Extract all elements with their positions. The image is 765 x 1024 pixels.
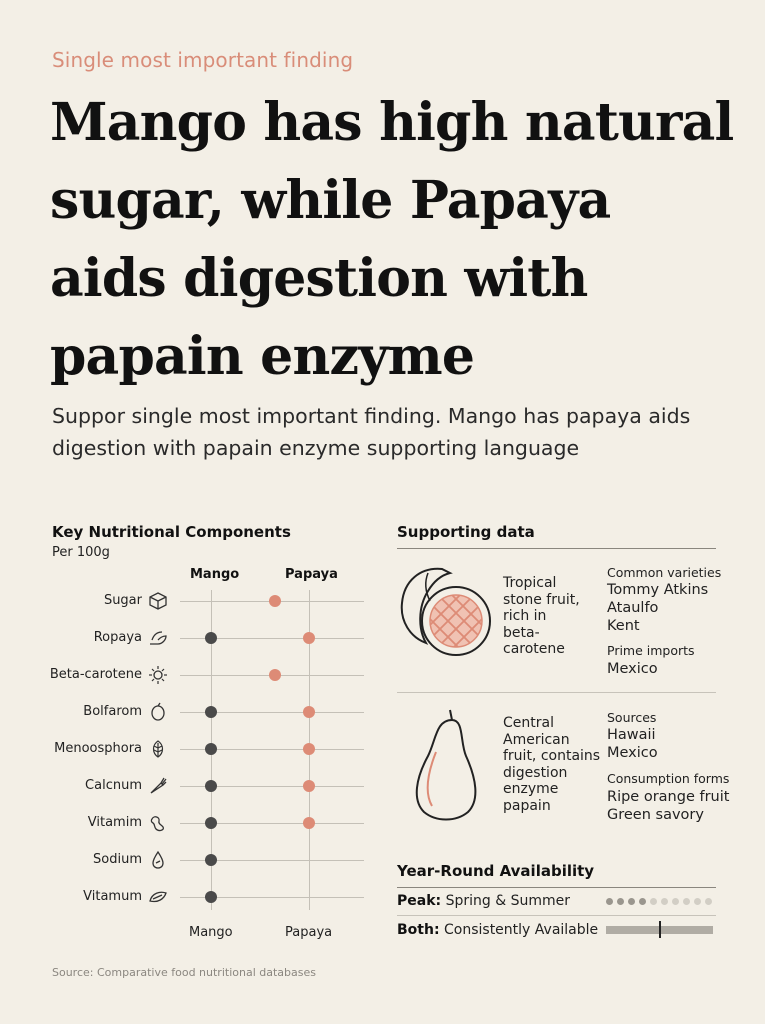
sources-list: [607, 726, 658, 762]
papaya-desc-line: American: [503, 731, 570, 748]
mango-dot: [205, 743, 217, 755]
papaya-desc-line: Central: [503, 715, 554, 731]
papaya-dot: [303, 632, 315, 644]
supporting-divider: [397, 548, 716, 549]
nutrient-label: Sodium: [93, 852, 142, 867]
papaya-desc-line: digestion: [503, 764, 568, 781]
peak-dot-inactive: [672, 898, 679, 905]
availability-divider: [397, 887, 716, 888]
drop-icon: [148, 850, 168, 870]
mango-dot: [205, 780, 217, 792]
nutrient-label: Sugar: [103, 593, 142, 608]
nutrient-label: Menoosphora: [54, 741, 142, 756]
fruit-divider: [397, 692, 716, 693]
variety-item: Kent: [607, 618, 640, 634]
papaya-dot: [269, 669, 281, 681]
peak-label: Peak:: [397, 893, 442, 909]
nutrient-label: Bolfarom: [83, 704, 142, 719]
source-item: Mexico: [607, 745, 658, 761]
col-papaya-footer: Papaya: [285, 925, 333, 940]
fruit-icon: [148, 702, 168, 722]
varieties-label: Common varieties: [607, 565, 722, 580]
papaya-desc-line: papain: [503, 797, 551, 814]
kicker: Single most important finding: [52, 48, 354, 72]
pill-icon: [148, 813, 168, 833]
mango-dot: [205, 706, 217, 718]
both-availability-marker: [659, 921, 661, 938]
sun-icon: [148, 665, 168, 685]
col-mango-footer: Mango: [189, 925, 233, 940]
availability-title: Year-Round Availability: [397, 862, 595, 880]
mango-icon: [398, 563, 498, 661]
leaf-hand-icon: [148, 628, 168, 648]
mango-dot: [205, 891, 217, 903]
imports-label: Prime imports: [607, 643, 695, 658]
peak-dot-active: [639, 898, 646, 905]
mango-desc-line: Tropical: [503, 575, 557, 591]
peak-dot-inactive: [661, 898, 668, 905]
variety-item: Ataulfo: [607, 600, 659, 616]
papaya-dot: [303, 743, 315, 755]
imports-value: Mexico: [607, 661, 658, 677]
papaya-desc-line: enzyme: [503, 781, 559, 797]
papaya-dot: [303, 706, 315, 718]
leaf-icon: [148, 739, 168, 759]
forms-list: [607, 788, 729, 824]
mango-dot: [205, 817, 217, 829]
forms-label: Consumption forms: [607, 771, 730, 786]
nutrition-subtitle: Per 100g: [52, 545, 110, 560]
nutrient-label: Vitamum: [83, 889, 142, 904]
nutrient-label: Ropaya: [93, 630, 142, 645]
carrot-icon: [148, 776, 168, 796]
peak-row: [397, 893, 570, 909]
peak-dot-inactive: [683, 898, 690, 905]
both-label: Both:: [397, 922, 440, 938]
papaya-icon: [406, 706, 486, 822]
peak-dot-inactive: [694, 898, 701, 905]
source-item: Hawaii: [607, 727, 656, 743]
mango-dot: [205, 632, 217, 644]
cube-icon: [148, 591, 168, 611]
peak-dot-inactive: [650, 898, 657, 905]
col-papaya-header: Papaya: [285, 567, 338, 582]
mango-desc-line: carotene: [503, 641, 565, 657]
papaya-desc-line: fruit, contains: [503, 748, 601, 764]
mango-desc-line: rich in: [503, 608, 547, 624]
nutrient-label: Calcnum: [85, 778, 142, 793]
peak-dot-inactive: [705, 898, 712, 905]
papaya-dot: [303, 780, 315, 792]
peak-dot-active: [617, 898, 624, 905]
varieties-list: [607, 581, 708, 635]
mango-desc-line: stone fruit,: [503, 591, 580, 608]
nutrient-label: Beta-carotene: [49, 667, 142, 682]
sources-label: Sources: [607, 710, 657, 725]
papaya-description: [503, 715, 608, 814]
peak-dot-active: [606, 898, 613, 905]
nutrition-title: Key Nutritional Components: [52, 523, 291, 541]
source-note: Source: Comparative food nutritional databases: [52, 966, 316, 979]
mango-description: [503, 575, 603, 658]
peak-dot-active: [628, 898, 635, 905]
papaya-dot: [269, 595, 281, 607]
mango-desc-line: beta-: [503, 624, 540, 641]
nutrient-label: Vitamim: [87, 815, 142, 830]
form-item: Green savory: [607, 807, 704, 823]
mango-dot: [205, 854, 217, 866]
supporting-title: Supporting data: [397, 523, 535, 541]
availability-row-divider: [397, 915, 716, 916]
variety-item: Tommy Atkins: [607, 582, 709, 598]
both-value: Consistently Available: [444, 922, 599, 938]
peak-value: Spring & Summer: [445, 893, 570, 909]
both-row: [397, 922, 598, 938]
subhead: Suppor single most important finding. Mango has papaya aids digestion with papain enzyme supporting language: [52, 404, 691, 460]
papaya-dot: [303, 817, 315, 829]
form-item: Ripe orange fruit: [607, 789, 730, 805]
headline: Mango has high natural sugar, while Papaya aids digestion with papain enzyme: [50, 92, 734, 387]
col-mango-header: Mango: [190, 567, 240, 582]
seed-icon: [148, 887, 168, 907]
